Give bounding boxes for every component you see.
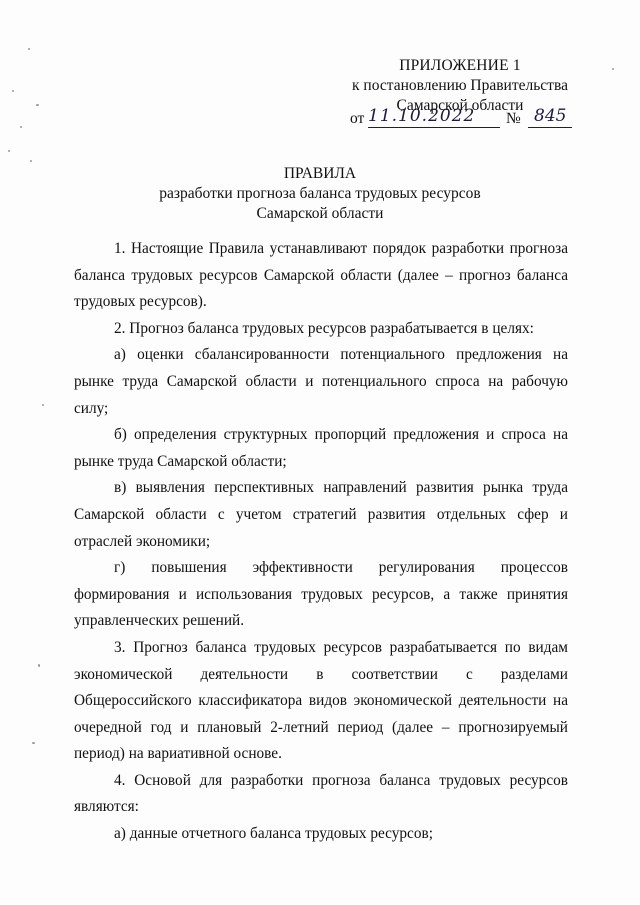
paragraph: 2. Прогноз баланса трудовых ресурсов разрабатывается в целях: — [114, 319, 534, 337]
rules-subtitle-1: разработки прогноза баланса трудовых ресурсов — [159, 185, 481, 202]
paragraph: а) данные отчетного баланса трудовых ресурсов; — [114, 825, 433, 843]
paragraph: 1. Настоящие Правила устанавливают порядок разработки прогноза баланса трудовых ресурсов Самарской области (далее – прогноз баланса трудовых ресурсов). — [74, 240, 568, 311]
appendix-line-2: Самарской области — [396, 97, 524, 114]
handwritten-date: 11.10.2022 — [368, 106, 476, 126]
rules-subtitle-2: Самарской области — [256, 205, 384, 222]
paragraph: а) оценки сбалансированности потенциального предложения на рынке труда Самарской области и потенциального спроса на рабочую силу; — [74, 346, 568, 417]
number-prefix: № — [506, 110, 521, 127]
paragraph: 4. Основой для разработки прогноза баланса трудовых ресурсов являются: — [74, 771, 568, 816]
paragraph: 3. Прогноз баланса трудовых ресурсов разрабатывается по видам экономической деятельности в соответствии с разделами Общероссийского классификатора видов экономической деятельности на очередной год и плановый 2-летний период (далее – прогнозируемый период) на вариативной основе. — [74, 638, 568, 763]
appendix-line-1: к постановлению Правительства — [352, 77, 568, 94]
decree-reference — [350, 106, 580, 130]
appendix-title: ПРИЛОЖЕНИЕ 1 — [399, 57, 521, 74]
paragraph: в) выявления перспективных направлений развития рынка труда Самарской области с учетом стратегий развития отдельных сфер и отраслей экономики; — [74, 479, 568, 550]
handwritten-number: 845 — [534, 106, 567, 126]
number-underline — [528, 127, 572, 128]
date-underline — [368, 127, 500, 128]
paragraph: г) повышения эффективности регулирования процессов формирования и использования трудовых ресурсов, а также принятия управленческих решений. — [74, 559, 568, 630]
rules-title: ПРАВИЛА — [283, 165, 357, 182]
rules-heading — [140, 164, 500, 224]
paragraph: б) определения структурных пропорций предложения и спроса на рынке труда Самарской области; — [74, 426, 568, 470]
document-body — [74, 236, 568, 848]
date-prefix: от — [350, 110, 365, 127]
